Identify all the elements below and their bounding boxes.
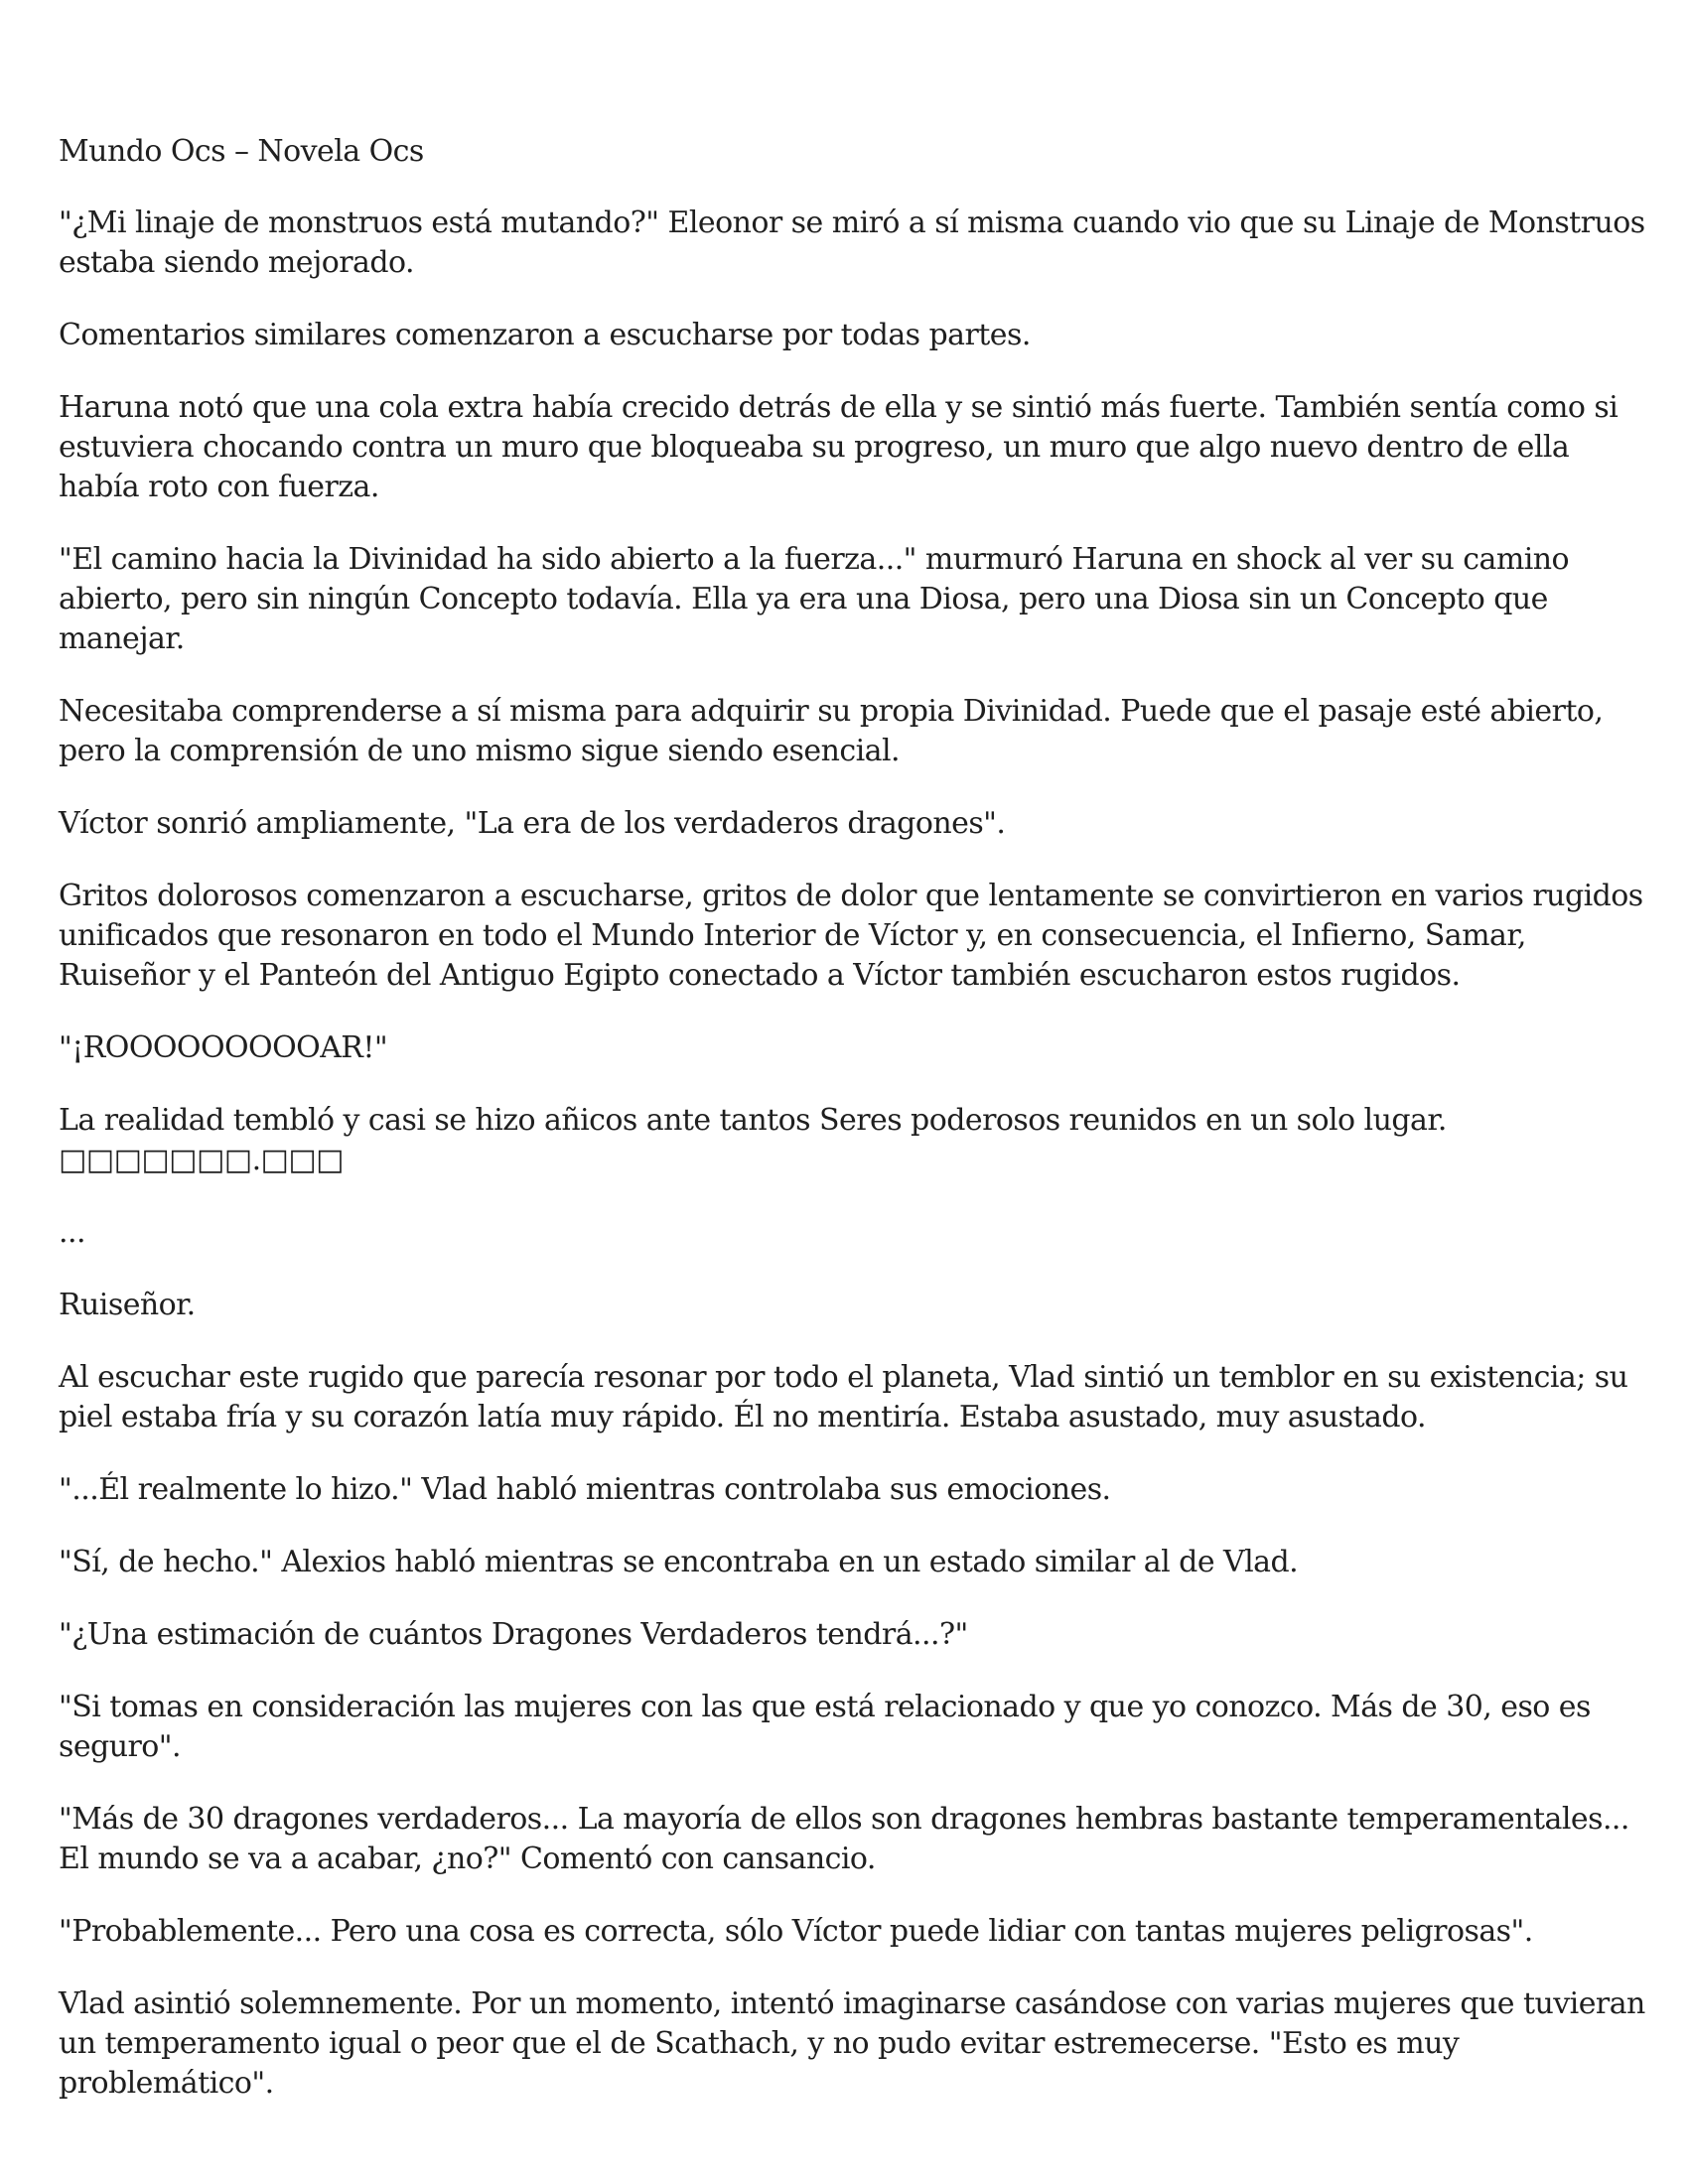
paragraph: Gritos dolorosos comenzaron a escucharse, gritos de dolor que lentamente se convirtieron en varios rugidos unificados que resonaron en todo el Mundo Interior de Víctor y, en consecuencia, el Infierno, Samar, Ruiseñor y el Panteón del Antiguo Egipto conectado a Víctor también escucharon estos rugidos. (59, 879, 1643, 993)
paragraph: Haruna notó que una cola extra había crecido detrás de ella y se sintió más fuerte. También sentía como si estuviera chocando contra un muro que bloqueaba su progreso, un muro que algo nuevo dentro de ella había roto con fuerza. (59, 390, 1618, 504)
paragraph: Necesitaba comprenderse a sí misma para adquirir su propia Divinidad. Puede que el pasaje esté abierto, pero la comprensión de uno mismo sigue siendo esencial. (59, 694, 1604, 768)
paragraph: Comentarios similares comenzaron a escucharse por todas partes. (59, 318, 1031, 352)
paragraph: "¿Mi linaje de monstruos está mutando?" Eleonor se miró a sí misma cuando vio que su Linaje de Monstruos estaba siendo mejorado. (59, 205, 1645, 280)
paragraph: "...Él realmente lo hizo." Vlad habló mientras controlaba sus emociones. (59, 1472, 1111, 1507)
paragraph: "Probablemente... Pero una cosa es correcta, sólo Víctor puede lidiar con tantas mujeres peligrosas". (59, 1914, 1533, 1949)
paragraph: Vlad asintió solemnemente. Por un momento, intentó imaginarse casándose con varias mujeres que tuvieran un temperamento igual o peor que el de Scathach, y no pudo evitar estremecerse. "Esto es muy problemático". (59, 1986, 1645, 2101)
document-body (59, 132, 1647, 2136)
document-header: Mundo Ocs – Novela Ocs (59, 134, 424, 169)
paragraph: "Más de 30 dragones verdaderos... La mayoría de ellos son dragones hembras bastante temperamentales... El mundo se va a acabar, ¿no?" Comentó con cansancio. (59, 1802, 1629, 1876)
paragraph: Víctor sonrió ampliamente, "La era de los verdaderos dragones". (59, 806, 1006, 841)
paragraph: "Si tomas en consideración las mujeres con las que está relacionado y que yo conozco. Más de 30, eso es seguro". (59, 1690, 1591, 1764)
scene-break: ... (59, 1215, 85, 1250)
paragraph: Al escuchar este rugido que parecía resonar por todo el planeta, Vlad sintió un temblor en su existencia; su piel estaba fría y su corazón latía muy rápido. Él no mentiría. Estaba asustado, muy asustado. (59, 1360, 1628, 1434)
paragraph: La realidad tembló y casi se hizo añicos ante tantos Seres poderosos reunidos en un solo lugar. □□□□□□□.□□□ (59, 1103, 1447, 1177)
paragraph: "Sí, de hecho." Alexios habló mientras se encontraba en un estado similar al de Vlad. (59, 1545, 1299, 1579)
paragraph: "El camino hacia la Divinidad ha sido abierto a la fuerza..." murmuró Haruna en shock al ver su camino abierto, pero sin ningún Concepto todavía. Ella ya era una Diosa, pero una Diosa sin un Concepto que manejar. (59, 542, 1570, 656)
paragraph: "¿Una estimación de cuántos Dragones Verdaderos tendrá...?" (59, 1617, 968, 1652)
scene-location: Ruiseñor. (59, 1288, 196, 1322)
paragraph: "¡ROOOOOOOOOAR!" (59, 1030, 388, 1065)
